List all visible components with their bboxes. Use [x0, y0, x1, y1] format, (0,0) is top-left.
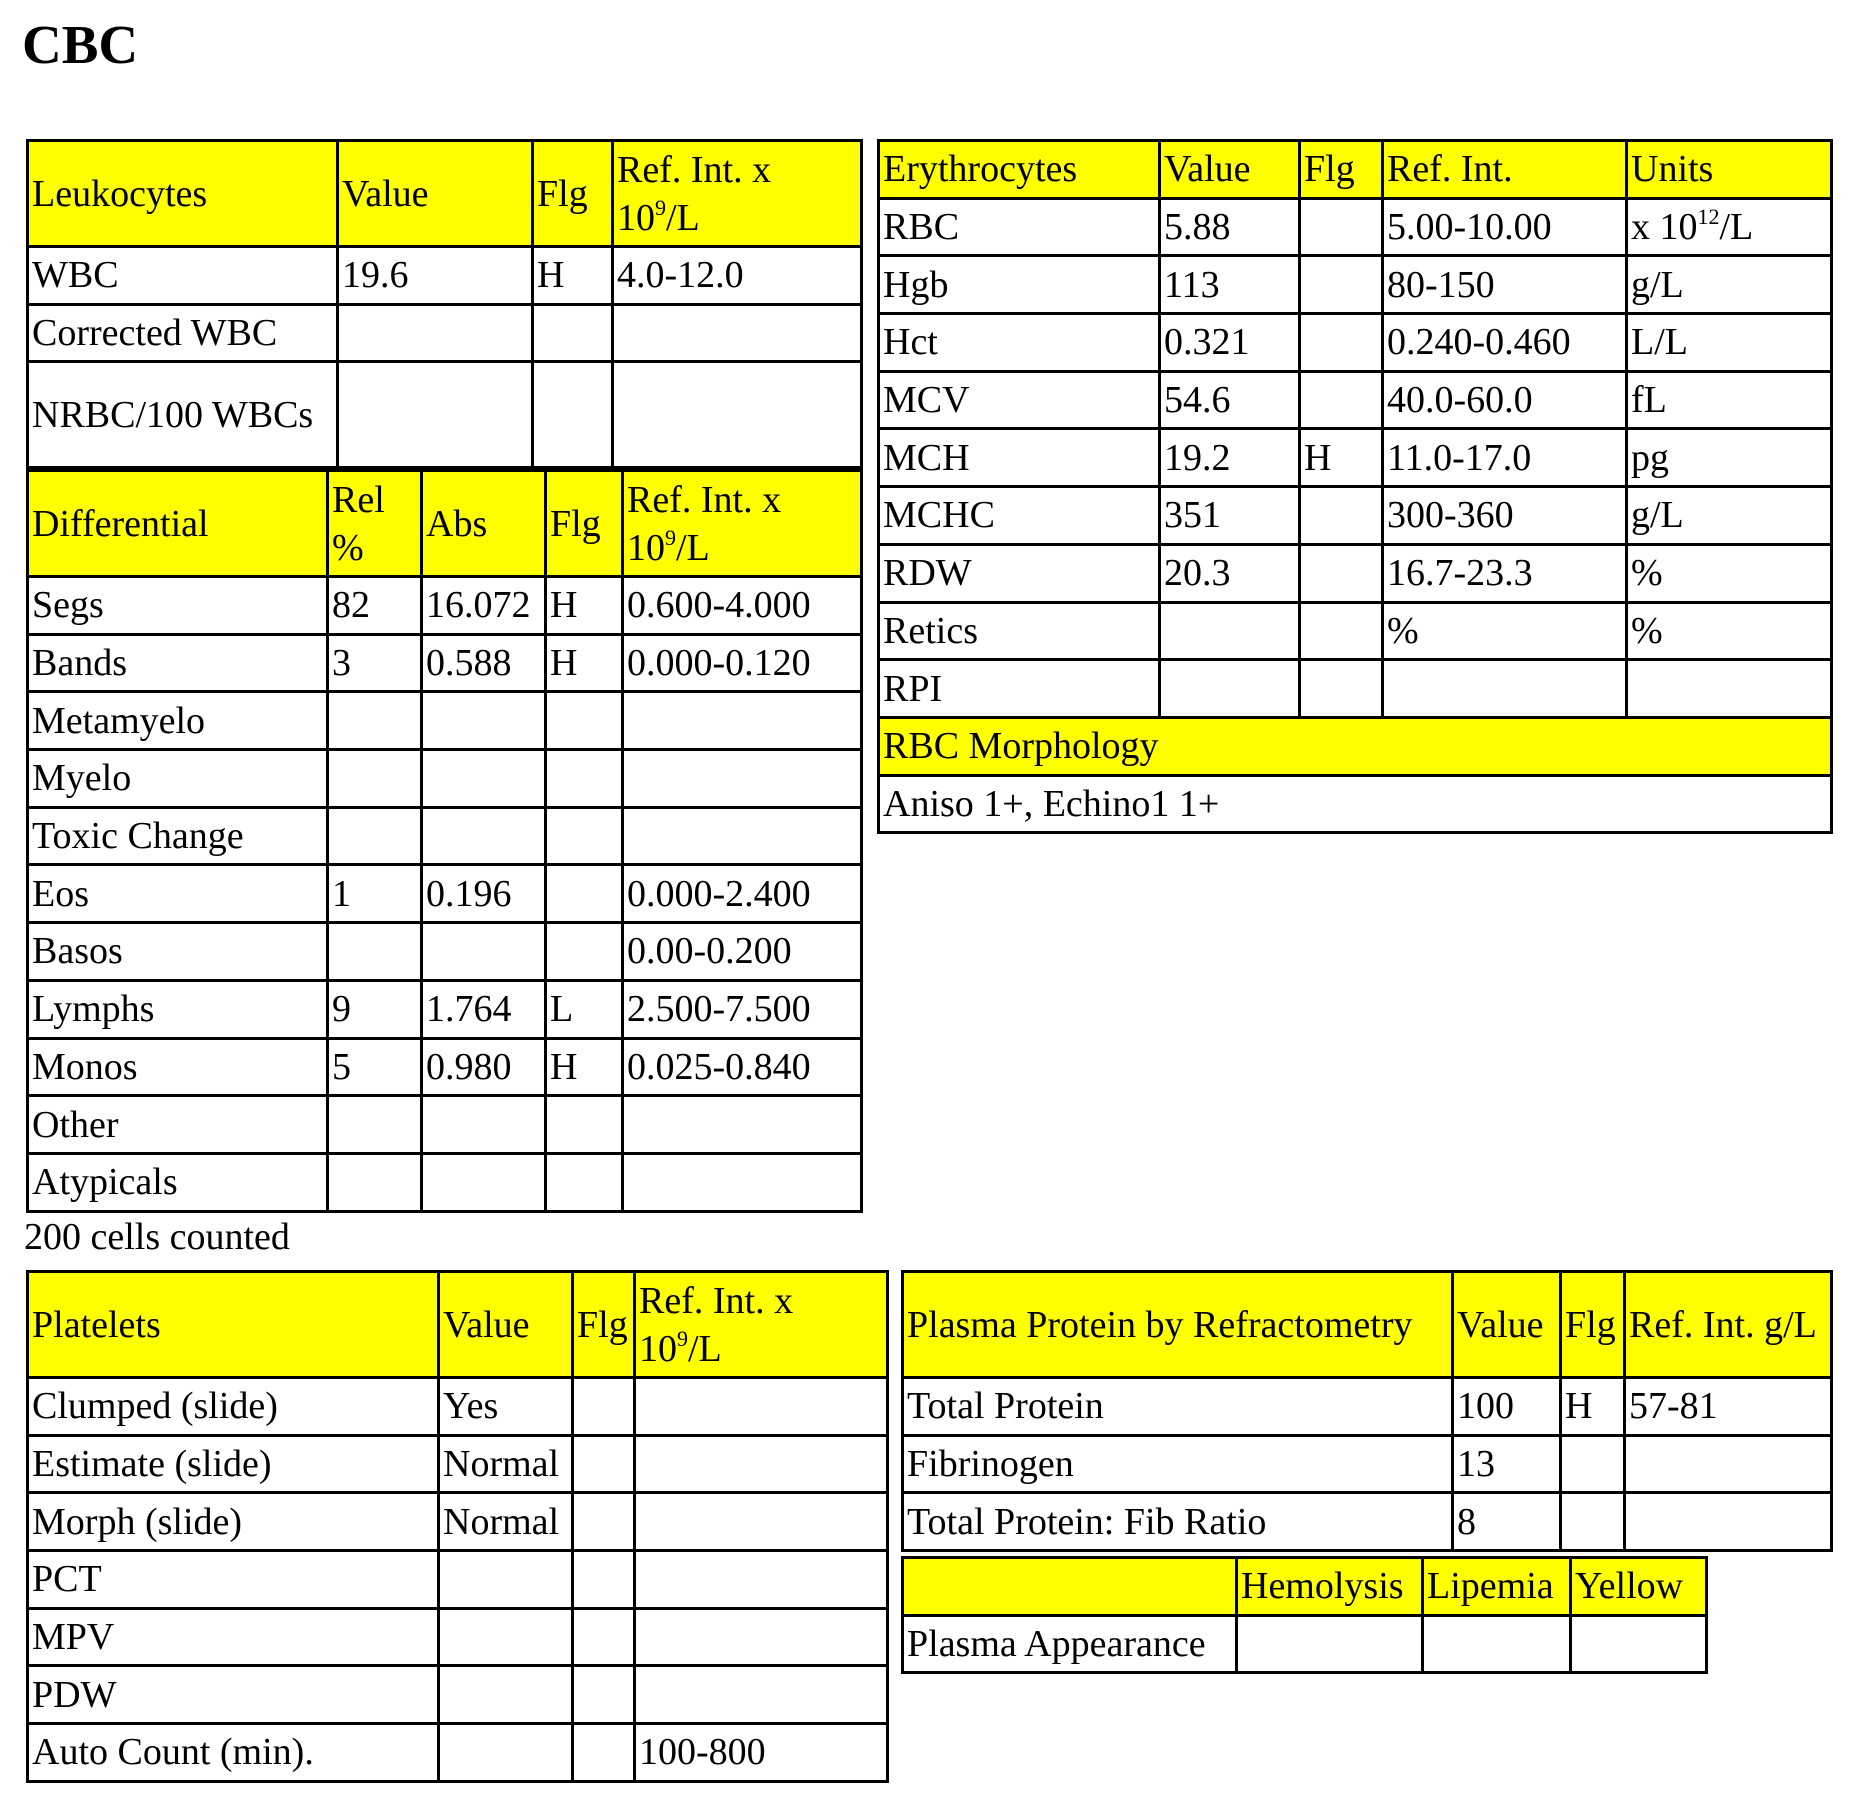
cell-type: Basos — [28, 923, 328, 981]
ref-int-header — [623, 471, 862, 577]
erythrocytes-header: Erythrocytes — [879, 141, 1160, 199]
table-row — [28, 1608, 888, 1666]
ref-int-header: Ref. Int. g/L — [1625, 1272, 1832, 1378]
flag — [546, 923, 623, 981]
ref-interval — [623, 692, 862, 750]
analyte-flag: H — [533, 247, 613, 305]
protein-value: 13 — [1453, 1435, 1561, 1493]
table-row — [28, 692, 862, 750]
platelets-table — [26, 1270, 889, 1783]
item-value — [439, 1551, 573, 1609]
analyte-ref: 40.0-60.0 — [1383, 371, 1627, 429]
table-row — [28, 865, 862, 923]
ref-int-exponent: 9 — [665, 524, 676, 550]
table-row — [903, 1615, 1707, 1673]
table-row — [28, 1378, 888, 1436]
analyte-ref: 300-360 — [1383, 487, 1627, 545]
item-value: Normal — [439, 1435, 573, 1493]
rbc-morphology-header: RBC Morphology — [879, 717, 1832, 775]
analyte-ref: 80-150 — [1383, 256, 1627, 314]
table-row — [28, 1038, 862, 1096]
ref-interval: 0.000-2.400 — [623, 865, 862, 923]
ref-int-label: Ref. Int. x 10 — [617, 148, 772, 239]
ref-int-exponent: 9 — [677, 1325, 688, 1351]
rel-percent: 1 — [328, 865, 422, 923]
ref-interval — [623, 1153, 862, 1211]
analyte-name: Retics — [879, 602, 1160, 660]
plasma-protein-header: Plasma Protein by Refractometry — [903, 1272, 1453, 1378]
abs-value — [422, 807, 546, 865]
table-row — [28, 1153, 862, 1211]
item-flag — [573, 1378, 635, 1436]
item-value — [439, 1608, 573, 1666]
flag-header: Flg — [533, 141, 613, 247]
flag — [546, 1153, 623, 1211]
analyte-value: 351 — [1160, 487, 1300, 545]
rel-percent: 9 — [328, 980, 422, 1038]
protein-flag — [1561, 1435, 1625, 1493]
cell-type: Other — [28, 1096, 328, 1154]
value-header: Value — [338, 141, 533, 247]
table-row — [28, 1493, 888, 1551]
plasma-appearance-table — [901, 1556, 1708, 1674]
flag — [546, 807, 623, 865]
table-row — [879, 429, 1832, 487]
table-row — [28, 750, 862, 808]
rbc-morphology-value: Aniso 1+, Echino1 1+ — [879, 775, 1832, 833]
analyte-name: RBC — [879, 198, 1160, 256]
analyte-value — [1160, 660, 1300, 718]
protein-ref: 57-81 — [1625, 1378, 1832, 1436]
rel-percent — [328, 807, 422, 865]
lipemia-header: Lipemia — [1423, 1558, 1571, 1616]
analyte-units: L/L — [1627, 314, 1832, 372]
table-row — [28, 1666, 888, 1724]
analyte-value: 113 — [1160, 256, 1300, 314]
analyte-ref: 5.00-10.00 — [1383, 198, 1627, 256]
analyte-flag — [1300, 256, 1383, 314]
analyte-value: 54.6 — [1160, 371, 1300, 429]
protein-flag — [1561, 1493, 1625, 1551]
item-ref — [635, 1435, 888, 1493]
cells-counted-note: 200 cells counted — [24, 1216, 290, 1258]
leukocytes-table — [26, 139, 863, 469]
analyte-name: Hct — [879, 314, 1160, 372]
analyte-flag — [533, 304, 613, 362]
analyte-name: RPI — [879, 660, 1160, 718]
item-ref — [635, 1608, 888, 1666]
leukocytes-header-row — [28, 141, 862, 247]
analyte-name: Corrected WBC — [28, 304, 338, 362]
morphology-header-row — [879, 717, 1832, 775]
analyte-value: 19.2 — [1160, 429, 1300, 487]
item-flag — [573, 1724, 635, 1782]
erythrocytes-header-row — [879, 141, 1832, 199]
ref-int-label: Ref. Int. x 10 — [627, 478, 782, 569]
table-row — [879, 660, 1832, 718]
table-row — [903, 1435, 1832, 1493]
flag: H — [546, 1038, 623, 1096]
analyte-ref — [613, 304, 862, 362]
morphology-row — [879, 775, 1832, 833]
flag-header: Flg — [1300, 141, 1383, 199]
analyte-value: 5.88 — [1160, 198, 1300, 256]
analyte-name: NRBC/100 WBCs — [28, 362, 338, 468]
plasma-protein-table — [901, 1270, 1833, 1552]
flag — [546, 692, 623, 750]
item-ref — [635, 1493, 888, 1551]
cell-type: Atypicals — [28, 1153, 328, 1211]
ref-int-header — [613, 141, 862, 247]
analyte-name: WBC — [28, 247, 338, 305]
ref-int-exponent: 9 — [655, 194, 666, 220]
cell-type: Myelo — [28, 750, 328, 808]
plasma-appearance-header-row — [903, 1558, 1707, 1616]
item-ref — [635, 1666, 888, 1724]
ref-interval: 0.00-0.200 — [623, 923, 862, 981]
abs-value: 16.072 — [422, 577, 546, 635]
item-flag — [573, 1666, 635, 1724]
protein-value: 8 — [1453, 1493, 1561, 1551]
rbc-unit-exponent: 12 — [1697, 204, 1720, 230]
item-name: Auto Count (min). — [28, 1724, 439, 1782]
rel-percent — [328, 1153, 422, 1211]
item-flag — [573, 1493, 635, 1551]
table-row — [28, 304, 862, 362]
analyte-flag — [1300, 602, 1383, 660]
ref-int-header — [635, 1272, 888, 1378]
protein-name: Fibrinogen — [903, 1435, 1453, 1493]
differential-table — [26, 469, 863, 1213]
analyte-units: % — [1627, 544, 1832, 602]
flag: H — [546, 634, 623, 692]
table-row — [28, 362, 862, 468]
abs-value — [422, 923, 546, 981]
analyte-name: RDW — [879, 544, 1160, 602]
ref-int-header: Ref. Int. — [1383, 141, 1627, 199]
platelets-header-row — [28, 1272, 888, 1378]
analyte-ref: 16.7-23.3 — [1383, 544, 1627, 602]
analyte-flag — [1300, 487, 1383, 545]
analyte-flag: H — [1300, 429, 1383, 487]
protein-name: Total Protein: Fib Ratio — [903, 1493, 1453, 1551]
item-value — [439, 1724, 573, 1782]
analyte-units: % — [1627, 602, 1832, 660]
item-flag — [573, 1551, 635, 1609]
analyte-value — [338, 304, 533, 362]
plasma-protein-header-row — [903, 1272, 1832, 1378]
cell-type: Segs — [28, 577, 328, 635]
table-row — [28, 247, 862, 305]
item-value: Yes — [439, 1378, 573, 1436]
flag — [546, 1096, 623, 1154]
cell-type: Monos — [28, 1038, 328, 1096]
protein-name: Total Protein — [903, 1378, 1453, 1436]
ref-interval: 0.600-4.000 — [623, 577, 862, 635]
value-header: Value — [1160, 141, 1300, 199]
table-row — [879, 314, 1832, 372]
analyte-flag — [1300, 198, 1383, 256]
table-row — [903, 1493, 1832, 1551]
erythrocytes-table — [877, 139, 1833, 834]
analyte-value: 19.6 — [338, 247, 533, 305]
flag — [546, 750, 623, 808]
rbc-unit-tail: /L — [1719, 206, 1754, 249]
table-row — [28, 807, 862, 865]
table-row — [879, 256, 1832, 314]
analyte-units: g/L — [1627, 256, 1832, 314]
rel-percent — [328, 750, 422, 808]
item-name: PCT — [28, 1551, 439, 1609]
ref-int-unit: /L — [666, 196, 700, 239]
protein-flag: H — [1561, 1378, 1625, 1436]
table-row — [879, 602, 1832, 660]
rel-percent-header: Rel % — [328, 471, 422, 577]
analyte-name: MCV — [879, 371, 1160, 429]
item-ref — [635, 1551, 888, 1609]
item-flag — [573, 1435, 635, 1493]
item-value: Normal — [439, 1493, 573, 1551]
value-header: Value — [1453, 1272, 1561, 1378]
hemolysis-header: Hemolysis — [1237, 1558, 1423, 1616]
analyte-units: g/L — [1627, 487, 1832, 545]
analyte-flag — [533, 362, 613, 468]
rel-percent: 5 — [328, 1038, 422, 1096]
flag-header: Flg — [546, 471, 623, 577]
protein-ref — [1625, 1493, 1832, 1551]
abs-value: 0.980 — [422, 1038, 546, 1096]
analyte-flag — [1300, 371, 1383, 429]
ref-interval — [623, 1096, 862, 1154]
flag-header: Flg — [573, 1272, 635, 1378]
flag: H — [546, 577, 623, 635]
analyte-flag — [1300, 660, 1383, 718]
analyte-ref — [613, 362, 862, 468]
protein-value: 100 — [1453, 1378, 1561, 1436]
platelets-header: Platelets — [28, 1272, 439, 1378]
rel-percent: 82 — [328, 577, 422, 635]
yellow-header: Yellow — [1571, 1558, 1707, 1616]
table-row — [879, 371, 1832, 429]
ref-interval — [623, 807, 862, 865]
ref-int-unit: /L — [676, 526, 710, 569]
item-ref: 100-800 — [635, 1724, 888, 1782]
ref-interval: 0.000-0.120 — [623, 634, 862, 692]
cell-type: Eos — [28, 865, 328, 923]
rel-percent — [328, 1096, 422, 1154]
analyte-units — [1627, 660, 1832, 718]
analyte-units — [1627, 198, 1832, 256]
table-row — [28, 1435, 888, 1493]
analyte-ref: 4.0-12.0 — [613, 247, 862, 305]
differential-header-row — [28, 471, 862, 577]
flag — [546, 865, 623, 923]
table-row — [28, 980, 862, 1038]
item-name: Estimate (slide) — [28, 1435, 439, 1493]
cell-type: Lymphs — [28, 980, 328, 1038]
item-flag — [573, 1608, 635, 1666]
ref-interval — [623, 750, 862, 808]
analyte-units: fL — [1627, 371, 1832, 429]
item-name: Morph (slide) — [28, 1493, 439, 1551]
abs-value — [422, 692, 546, 750]
table-row — [28, 577, 862, 635]
analyte-value — [338, 362, 533, 468]
cell-type: Toxic Change — [28, 807, 328, 865]
analyte-name: MCH — [879, 429, 1160, 487]
ref-int-unit: /L — [688, 1327, 722, 1370]
protein-ref — [1625, 1435, 1832, 1493]
analyte-value — [1160, 602, 1300, 660]
analyte-value: 0.321 — [1160, 314, 1300, 372]
item-ref — [635, 1378, 888, 1436]
plasma-appearance-label: Plasma Appearance — [903, 1615, 1237, 1673]
abs-value — [422, 750, 546, 808]
ref-interval: 2.500-7.500 — [623, 980, 862, 1038]
analyte-ref: 0.240-0.460 — [1383, 314, 1627, 372]
rbc-unit-base: x 10 — [1631, 206, 1698, 249]
abs-value: 0.588 — [422, 634, 546, 692]
analyte-name: Hgb — [879, 256, 1160, 314]
rel-percent — [328, 692, 422, 750]
analyte-ref: % — [1383, 602, 1627, 660]
analyte-ref: 11.0-17.0 — [1383, 429, 1627, 487]
table-row — [28, 1096, 862, 1154]
table-row — [879, 544, 1832, 602]
differential-header: Differential — [28, 471, 328, 577]
units-header: Units — [1627, 141, 1832, 199]
abs-value — [422, 1153, 546, 1211]
rel-percent: 3 — [328, 634, 422, 692]
table-row — [903, 1378, 1832, 1436]
page-title: CBC — [22, 14, 139, 75]
item-name: Clumped (slide) — [28, 1378, 439, 1436]
item-value — [439, 1666, 573, 1724]
abs-value — [422, 1096, 546, 1154]
table-row — [879, 487, 1832, 545]
blank-header — [903, 1558, 1237, 1616]
cell-type: Bands — [28, 634, 328, 692]
flag: L — [546, 980, 623, 1038]
abs-header: Abs — [422, 471, 546, 577]
abs-value: 1.764 — [422, 980, 546, 1038]
hemolysis-value — [1237, 1615, 1423, 1673]
ref-interval: 0.025-0.840 — [623, 1038, 862, 1096]
value-header: Value — [439, 1272, 573, 1378]
analyte-value: 20.3 — [1160, 544, 1300, 602]
yellow-value — [1571, 1615, 1707, 1673]
analyte-flag — [1300, 544, 1383, 602]
ref-int-label: Ref. Int. x 10 — [639, 1279, 794, 1370]
analyte-ref — [1383, 660, 1627, 718]
rel-percent — [328, 923, 422, 981]
abs-value: 0.196 — [422, 865, 546, 923]
analyte-flag — [1300, 314, 1383, 372]
item-name: PDW — [28, 1666, 439, 1724]
table-row — [28, 634, 862, 692]
analyte-name: MCHC — [879, 487, 1160, 545]
item-name: MPV — [28, 1608, 439, 1666]
analyte-units: pg — [1627, 429, 1832, 487]
flag-header: Flg — [1561, 1272, 1625, 1378]
table-row — [28, 1551, 888, 1609]
cell-type: Metamyelo — [28, 692, 328, 750]
table-row — [28, 1724, 888, 1782]
lipemia-value — [1423, 1615, 1571, 1673]
table-row — [28, 923, 862, 981]
leukocytes-header: Leukocytes — [28, 141, 338, 247]
table-row — [879, 198, 1832, 256]
